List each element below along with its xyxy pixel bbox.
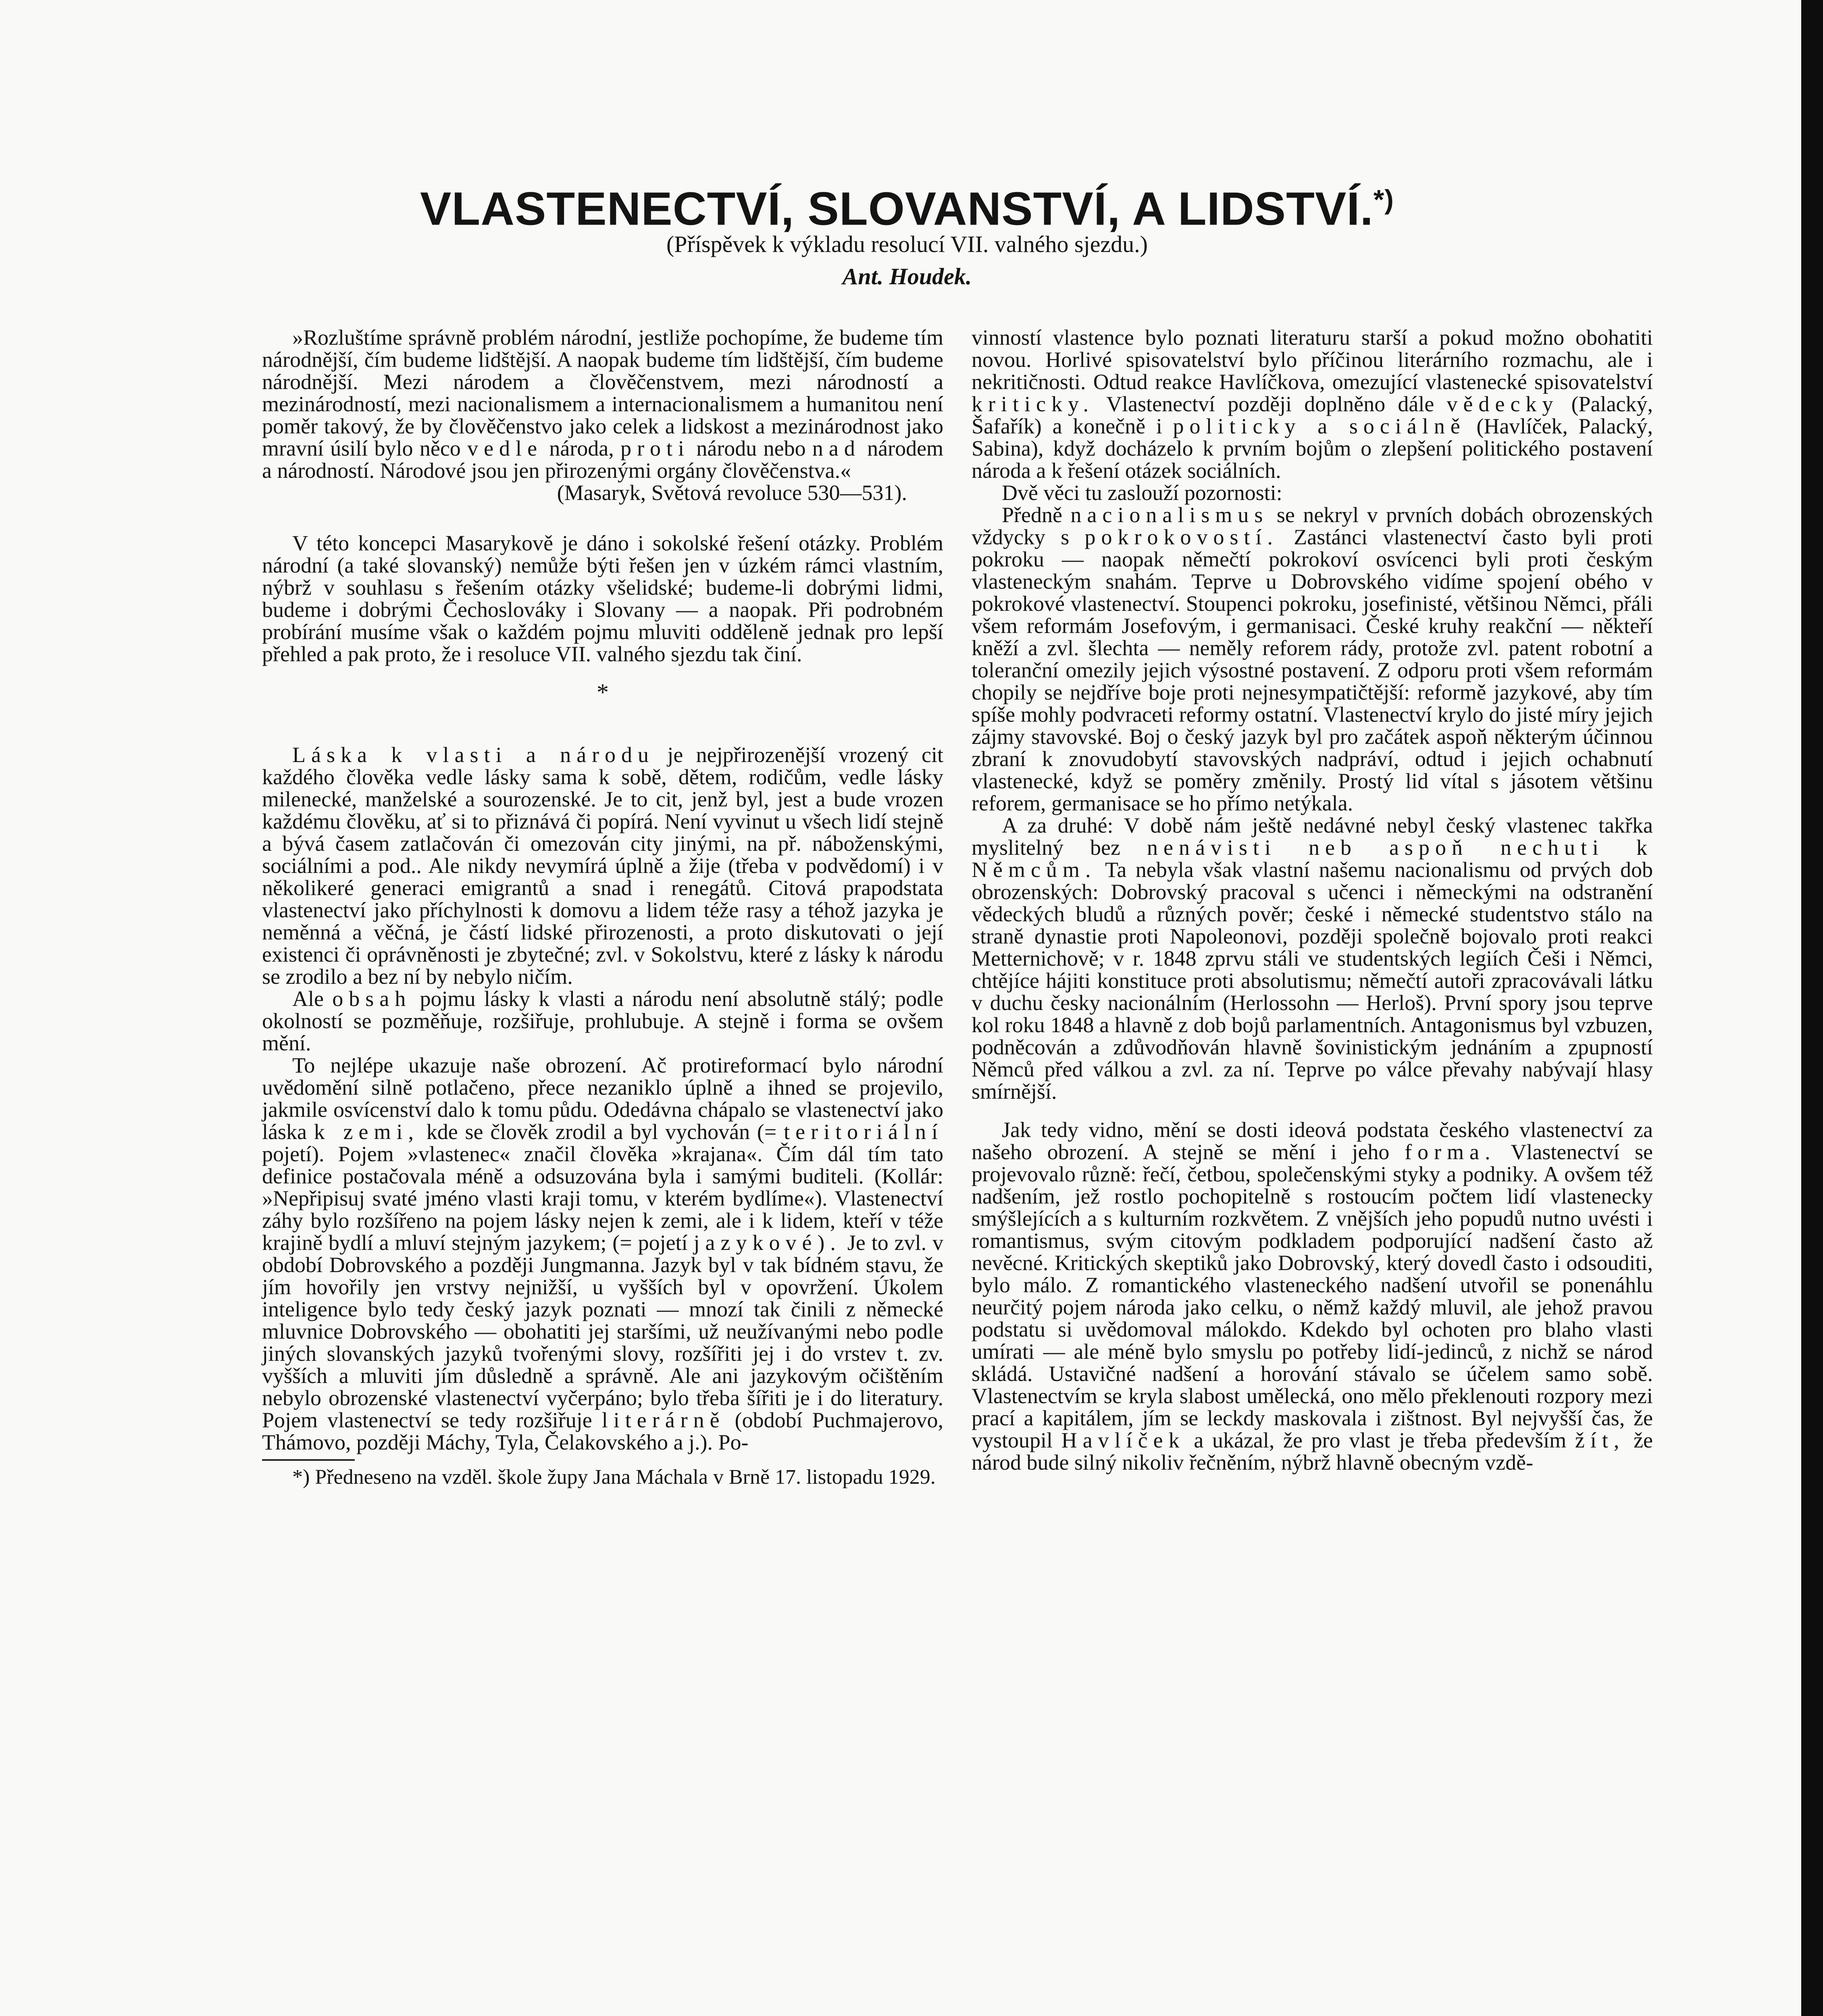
article-author: Ant. Houdek. (842, 263, 972, 289)
right-column (972, 327, 1653, 1490)
paragraph: Láska k vlasti a národu je nejpřirozenější vrozený cit každého člověka vedle lásky sama k sobě, dětem, rodičům, vedle lásky milenecké, manželské a sourozenské. Je to cit, jenž byl, jest a bude vrozen každému člověku, ať si to přiznává či popírá. Není vyvinut u všech lidí stejně a bývá časem zatlačován či omezován city jinými, na př. náboženskými, sociálními a pod.. Ale nikdy nevymírá úplně a žije (třeba v podvědomí) i v několikeré generaci emigrantů a snad i renegátů. Citová prapodstata vlastenectví jako příchylnosti k domovu a lidem téže rasy a téhož jazyka je neměnná a věčná, je částí lidské přirozenosti, a proto diskutovati o její existenci či oprávněnosti je zbytečné; zvl. v Sokolstvu, které z lásky k národu se zrodilo a bez ní by nebylo ničím. (262, 743, 944, 989)
article-title: VLASTENECTVÍ, SLOVANSTVÍ, A LIDSTVÍ.*) (420, 182, 1394, 235)
paragraph: A za druhé: V době nám ještě nedávné nebyl český vlastenec takřka myslitelný bez nenávisti neb aspoň nechuti k Němcům. Ta nebyla však vlastní našemu nacionalismu od prvých dob obrozenských: Dobrovský pracoval s učenci i německými na odstranění vědeckých bludů a různých pověr; české i německé studentstvo stálo na straně dynastie proti Napoleonovi, později společně bojovalo proti reakci Metternichově; v r. 1848 zprvu stáli ve studentských legiích Češi i Němci, chtějíce hájiti konstituce proti absolutismu; němečtí autoři zpracovávali látku v duchu česky nacionálním (Herlossohn — Herloš). První spory jsou teprve kol roku 1848 a hlavně z dob bojů parlamentních. Antagonismus byl vzbuzen, podněcován a zdůvodňován hlavně šovinistickým jednáním a zpupností Němců před válkou a zvl. za ní. Teprve po válce převahy nabývají hlasy smírnější. (972, 813, 1653, 1104)
footnote-rule (262, 1459, 355, 1461)
paragraph: Ale obsah pojmu lásky k vlasti a národu není absolutně stálý; podle okolností se pozměňuje, rozšiřuje, prohlubuje. A stejně i forma se ovšem mění. (262, 987, 943, 1055)
paragraph: V této koncepci Masarykově je dáno i sokolské řešení otázky. Problém národní (a také slovanský) nemůže býti řešen jen v úzkém rámci vlastním, nýbrž v souhlasu s řešením otázky všelidské; budeme-li dobrými lidmi, budeme i dobrými Čechoslováky i Slovany — a naopak. Při podrobném probírání musíme však o každém pojmu mluviti odděleně jednak pro lepší přehled a pak proto, že i resoluce VII. valného sjezdu tak činí. (262, 531, 943, 666)
section-separator: * (597, 679, 609, 706)
footnote: *) Předneseno na vzděl. škole župy Jana Máchala v Brně 17. listopadu 1929. (292, 1466, 936, 1489)
paragraph: Předně nacionalismus se nekryl v prvních dobách obrozenských vždycky s pokrokovostí. Zastánci vlastenectví často byli proti pokroku — naopak němečtí pokrokoví osvícenci byli proti českým vlasteneckým snahám. Teprve u Dobrovského vidíme spojení obého v pokrokové vlastenectví. Stoupenci pokroku, josefinisté, většinou Němci, přáli všem reformám Josefovým, i germanisaci. České kruhy reakční — někteří kněží a zvl. šlechta — neměly reforem rády, protože zvl. patent robotní a toleranční omezily jejich výsostné postavení. Z odporu proti všem reformám chopily se nejdříve boje proti nejnesympatičtější: reformě jazykové, aby tím spíše mohly podvraceti reformy ostatní. Vlastenectví krylo do jisté míry jejich zájmy stavovské. Boj o český jazyk byl pro začátek aspoň některým účinnou zbraní k znovudobytí stavovských nadpráví, odtud i jejich ochabnutí vlastenecké, když se poměry změnily. Prostý lid vítal s jásotem většinu reforem, germanisace se ho přímo netýkala. (972, 503, 1653, 815)
motto-citation: (Masaryk, Světová revoluce 530—531). (557, 481, 907, 505)
paragraph: Dvě věci tu zaslouží pozornosti: (1002, 481, 1282, 505)
article-subtitle: (Příspěvek k výkladu resolucí VII. valného sjezdu.) (666, 231, 1148, 257)
scan-edge-border (1801, 0, 1823, 2016)
left-column (262, 327, 943, 1505)
paragraph: vinností vlastence bylo poznati literaturu starší a pokud možno obohatiti novou. Horlivé spisovatelství bylo příčinou literárního rozmachu, ale i nekritičnosti. Odtud reakce Havlíčkova, omezující vlastenecké spisovatelství kriticky. Vlastenectví později doplněno dále vědecky (Palacký, Šafařík) a konečně i politicky a sociálně (Havlíček, Palacký, Sabina), když docházelo k prvním bojům o zlepšení politického postavení národa a k řešení otázek sociálních. (972, 325, 1653, 483)
paragraph: Jak tedy vidno, mění se dosti ideová podstata českého vlastenectví za našeho obrození. A stejně se mění i jeho forma. Vlastenectví se projevovalo různě: řečí, četbou, společenskými styky a podniky. A ovšem též nadšením, jež rostlo pochopitelně s rostoucím počtem lidí vlastenecky smýšlejících a s kulturním rozkvětem. Z vnějších jeho popudů nutno uvésti i romantismus, svým citovým podkladem podporující nadšení často až nevěcné. Kritických skeptiků jako Dobrovský, který dovedl často i odsouditi, bylo málo. Z romantického vlasteneckého nadšení utvořil se ponenáhlu neurčitý pojem národa jako celku, o němž každý mluvil, ale jehož pravou podstatu si uvědomoval málokdo. Kdekdo byl ochoten pro blaho vlasti umírati — ale méně bylo smyslu po potřeby lidí-jedinců, z nichž se národ skládá. Ustavičné nadšení a horování stávalo se účelem samo sobě. Vlastenectvím se kryla slabost umělecká, ono mělo překlenouti rozpory mezi prací a kapitálem, jím se leckdy maskovala i zištnost. Byl nejvyšší čas, že vystoupil Havlíček a ukázal, že pro vlast je třeba především žít, že národ bude silný nikoliv řečněním, nýbrž hlavně obecným vzdě- (972, 1118, 1653, 1475)
title-footnote-mark: *) (1373, 184, 1394, 215)
paragraph: To nejlépe ukazuje naše obrození. Ač protireformací bylo národní uvědomění silně potlačeno, přece nezaniklo úplně a ihned se projevilo, jakmile osvícenství dalo k tomu půdu. Odedávna chápalo se vlastenectví jako láska k zemi, kde se člověk zrodil a byl vychován (= teritoriální pojetí). Pojem »vlastenec« značil člověka »krajana«. Čím dál tím tato definice postačovala méně a odsuzována byla i samými buditeli. (Kollár: »Nepřipisuj svaté jméno vlasti kraji tomu, v kterém bydlíme«). Vlastenectví záhy bylo rozšířeno na pojem lásky nejen k zemi, ale i k lidem, kteří v téže krajině bydlí a mluví stejným jazykem; (= pojetí jazykové). Je to zvl. v období Dobrovského a později Jungmanna. Jazyk byl v tak bídném stavu, že jím hovořily jen vrstvy nejnižší, u vyšších byl v opovržení. Úkolem inteligence bylo tedy český jazyk poznati — mnozí tak činili z německé mluvnice Dobrovského — obohatiti jej staršími, už neužívanými nebo podle jiných slovanských jazyků tvořenými slovy, rozšířiti jej i do vrstev t. zv. vyšších a mluviti jím důsledně a správně. Ale ani jazykovým očištěním nebylo obrozenské vlastenectví vyčerpáno; bylo třeba šířiti je i do literatury. Pojem vlastenectví se tedy rozšiřuje literárně (období Puchmajerovo, Thámovo, později Máchy, Tyla, Čelakovského a j.). Po- (262, 1053, 944, 1454)
motto-paragraph: »Rozluštíme správně problém národní, jestliže pochopíme, že budeme tím národnější, čím budeme lidštější. A naopak budeme tím lidštější, čím budeme národnější. Mezi národem a člověčenstvem, mezi národností a mezinárodností, mezi nacionalismem a internacionalismem a humanitou není poměr takový, že by člověčenstvo jako celek a lidskost a mezinárodnost jako mravní úsilí bylo něco vedle národa, proti národu nebo nad národem a národností. Národové jsou jen přirozenými orgány člověčenstva.« (262, 325, 944, 483)
